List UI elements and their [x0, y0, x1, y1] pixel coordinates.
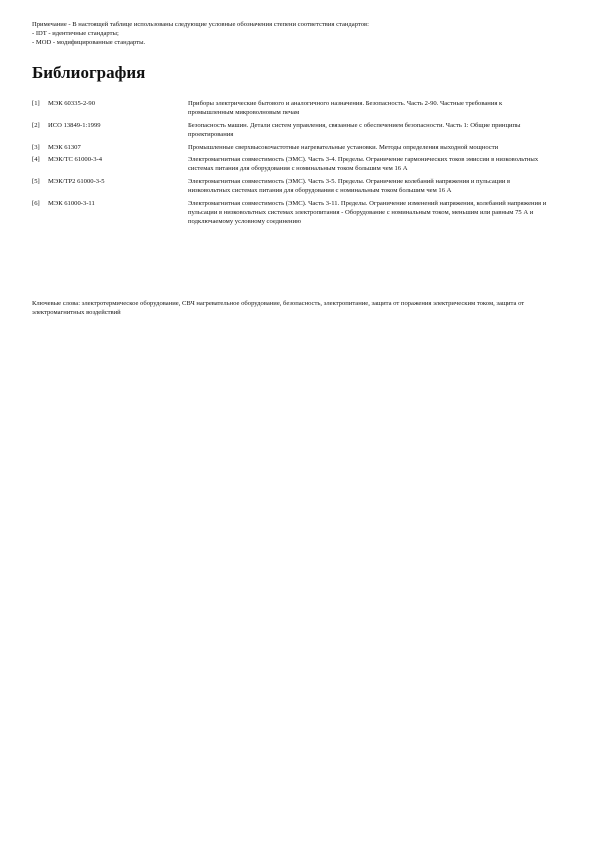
page-title: Библиография [32, 63, 146, 82]
note-block [32, 20, 572, 48]
bibliography-entry [32, 99, 562, 117]
entry-number: [2] [32, 121, 40, 129]
keywords-paragraph: Ключевые слова: электротермическое оборудование, СВЧ нагревательное оборудование, безопасность, электропитание, защита от поражения электрическим током, защита от электромагнитных воздействий [32, 300, 525, 317]
standard-code: МЭК/ТР2 61000-3-5 [48, 178, 105, 186]
entry-number: [1] [32, 100, 40, 107]
entry-number: [6] [32, 199, 40, 207]
standard-title: Электромагнитная совместимость (ЭМС). Часть 3-5. Пределы. Ограничение колебаний напряжения и пульсации в низковольтных системах питания для оборудования с номинальным током большим чем 16 А [188, 178, 511, 195]
standard-title: Приборы электрические бытового и аналогичного назначения. Безопасность. Часть 2-90. Частные требования к промышленным микроволновым печам [188, 100, 503, 117]
standard-code: МЭК/ТС 61000-3-4 [48, 156, 102, 164]
standard-title: Электромагнитная совместимость (ЭМС). Часть 3-4. Пределы. Ограничение гармонических токов эмиссии в низковольтных системах питания для оборудования с номинальным током большим чем 16 А [188, 156, 539, 173]
bibliography-entry [32, 199, 562, 226]
note-line: - MOD - модифицированные стандарты. [32, 39, 146, 47]
standard-code: МЭК 60335-2-90 [48, 100, 96, 107]
bibliography-entry [32, 143, 562, 152]
standard-code: МЭК 61000-3-11 [48, 199, 95, 207]
note-line: - IDT - идентичные стандарты; [32, 30, 119, 38]
standard-title: Электромагнитная совместимость (ЭМС). Часть 3-11. Пределы. Ограничение изменений напряжения, колебаний напряжения и пульсации в низковольтных системах электропитания - Оборудование с номинальным током, меньшим или равным 75 А и подключаемому условному соединению [188, 199, 547, 225]
bibliography-list [32, 99, 562, 230]
bibliography-entry [32, 121, 562, 139]
standard-code: МЭК 61307 [48, 143, 81, 151]
bibliography-entry [32, 155, 562, 173]
entry-number: [3] [32, 143, 40, 151]
standard-title: Безопасность машин. Детали систем управления, связанные с обеспечением безопасности. Часть 1: Общие принципы проектирования [188, 121, 521, 138]
note-line: Примечание - В настоящей таблице использованы следующие условные обозначения степени соответствия стандартов: [32, 21, 369, 28]
standard-title: Промышленные сверхвысокочастотные нагревательные установки. Методы определения выходной мощности [188, 143, 499, 151]
standard-code: ИСО 13849-1:1999 [48, 121, 101, 129]
bibliography-entry [32, 177, 562, 195]
entry-number: [4] [32, 156, 40, 164]
entry-number: [5] [32, 178, 40, 186]
